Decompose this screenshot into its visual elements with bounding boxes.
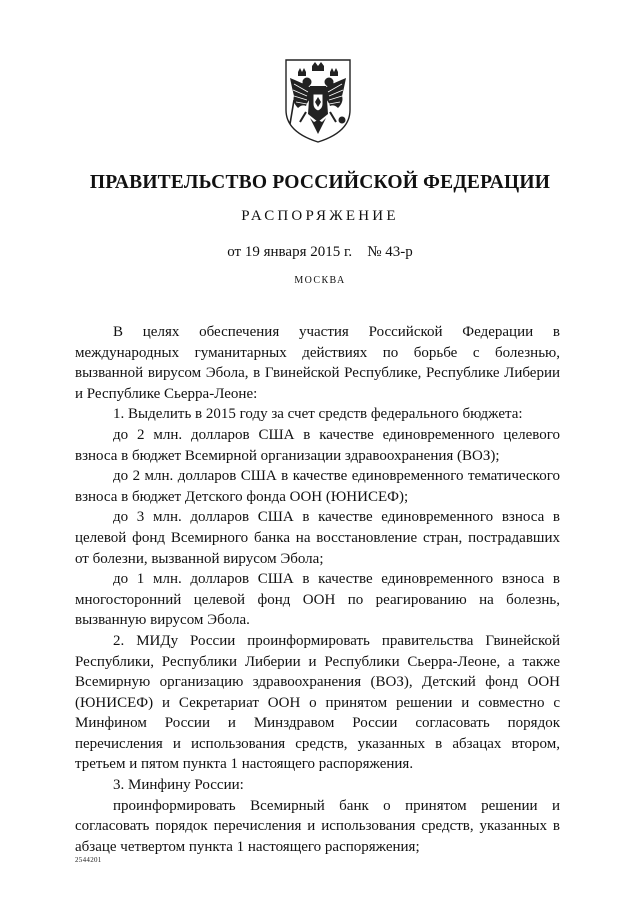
paragraph-item-1-un-fund: до 1 млн. долларов США в качестве единовременного взноса в многосторонний целевой фонд ООН по реагированию на болезнь, вызванную вирусом Эбола. <box>75 571 560 629</box>
document-number: № 43-р <box>367 244 413 260</box>
paragraph-item-1-who: до 2 млн. долларов США в качестве единовременного целевого взноса в бюджет Всемирной организации здравоохранения (ВОЗ); <box>75 426 560 464</box>
page-title: ПРАВИТЕЛЬСТВО РОССИЙСКОЙ ФЕДЕРАЦИИ <box>89 172 551 193</box>
paragraph-preamble: В целях обеспечения участия Российской Федерации в международных гуманитарных действиях по борьбе с болезнью, вызванной вирусом Эбола, в Гвинейской Республике, Республике Либерии и Республике Сьерра-Леоне: <box>75 324 560 402</box>
document-type: РАСПОРЯЖЕНИЕ <box>241 208 399 224</box>
document-code: 2544201 <box>75 856 102 864</box>
document-date: от 19 января 2015 г. <box>227 244 353 260</box>
document-body <box>75 322 560 857</box>
paragraph-item-1-world-bank: до 3 млн. долларов США в качестве единовременного взноса в целевой фонд Всемирного банка на восстановление стран, пострадавших от болезни, вызванной вирусом Эбола; <box>75 509 560 567</box>
paragraph-item-1: 1. Выделить в 2015 году за счет средств федерального бюджета: <box>113 406 523 423</box>
paragraph-item-1-unicef: до 2 млн. долларов США в качестве единовременного тематического взноса в бюджет Детского фонда ООН (ЮНИСЕФ); <box>75 468 560 505</box>
russian-coat-of-arms-icon <box>276 52 360 144</box>
paragraph-item-3-inform: проинформировать Всемирный банк о принятом решении и согласовать порядок перечисления и использования средств, указанных в абзаце четвертом пункта 1 настоящего распоряжения; <box>75 797 560 855</box>
paragraph-item-3: 3. Минфину России: <box>113 777 244 794</box>
paragraph-item-2: 2. МИДу России проинформировать правительства Гвинейской Республики, Республики Либерии и Республики Сьерра-Леоне, а также Всемирную организацию здравоохранения (ВОЗ), Детский фонд ООН (ЮНИСЕФ) и Секретариат ООН о принятом решении и совместно с Минфином России и Минздравом России согласовать порядок перечисления и использования средств, указанных в абзацах втором, третьем и пятом пункта 1 настоящего распоряжения. <box>75 632 560 773</box>
document-dateline <box>0 244 640 261</box>
document-city: МОСКВА <box>294 275 346 286</box>
